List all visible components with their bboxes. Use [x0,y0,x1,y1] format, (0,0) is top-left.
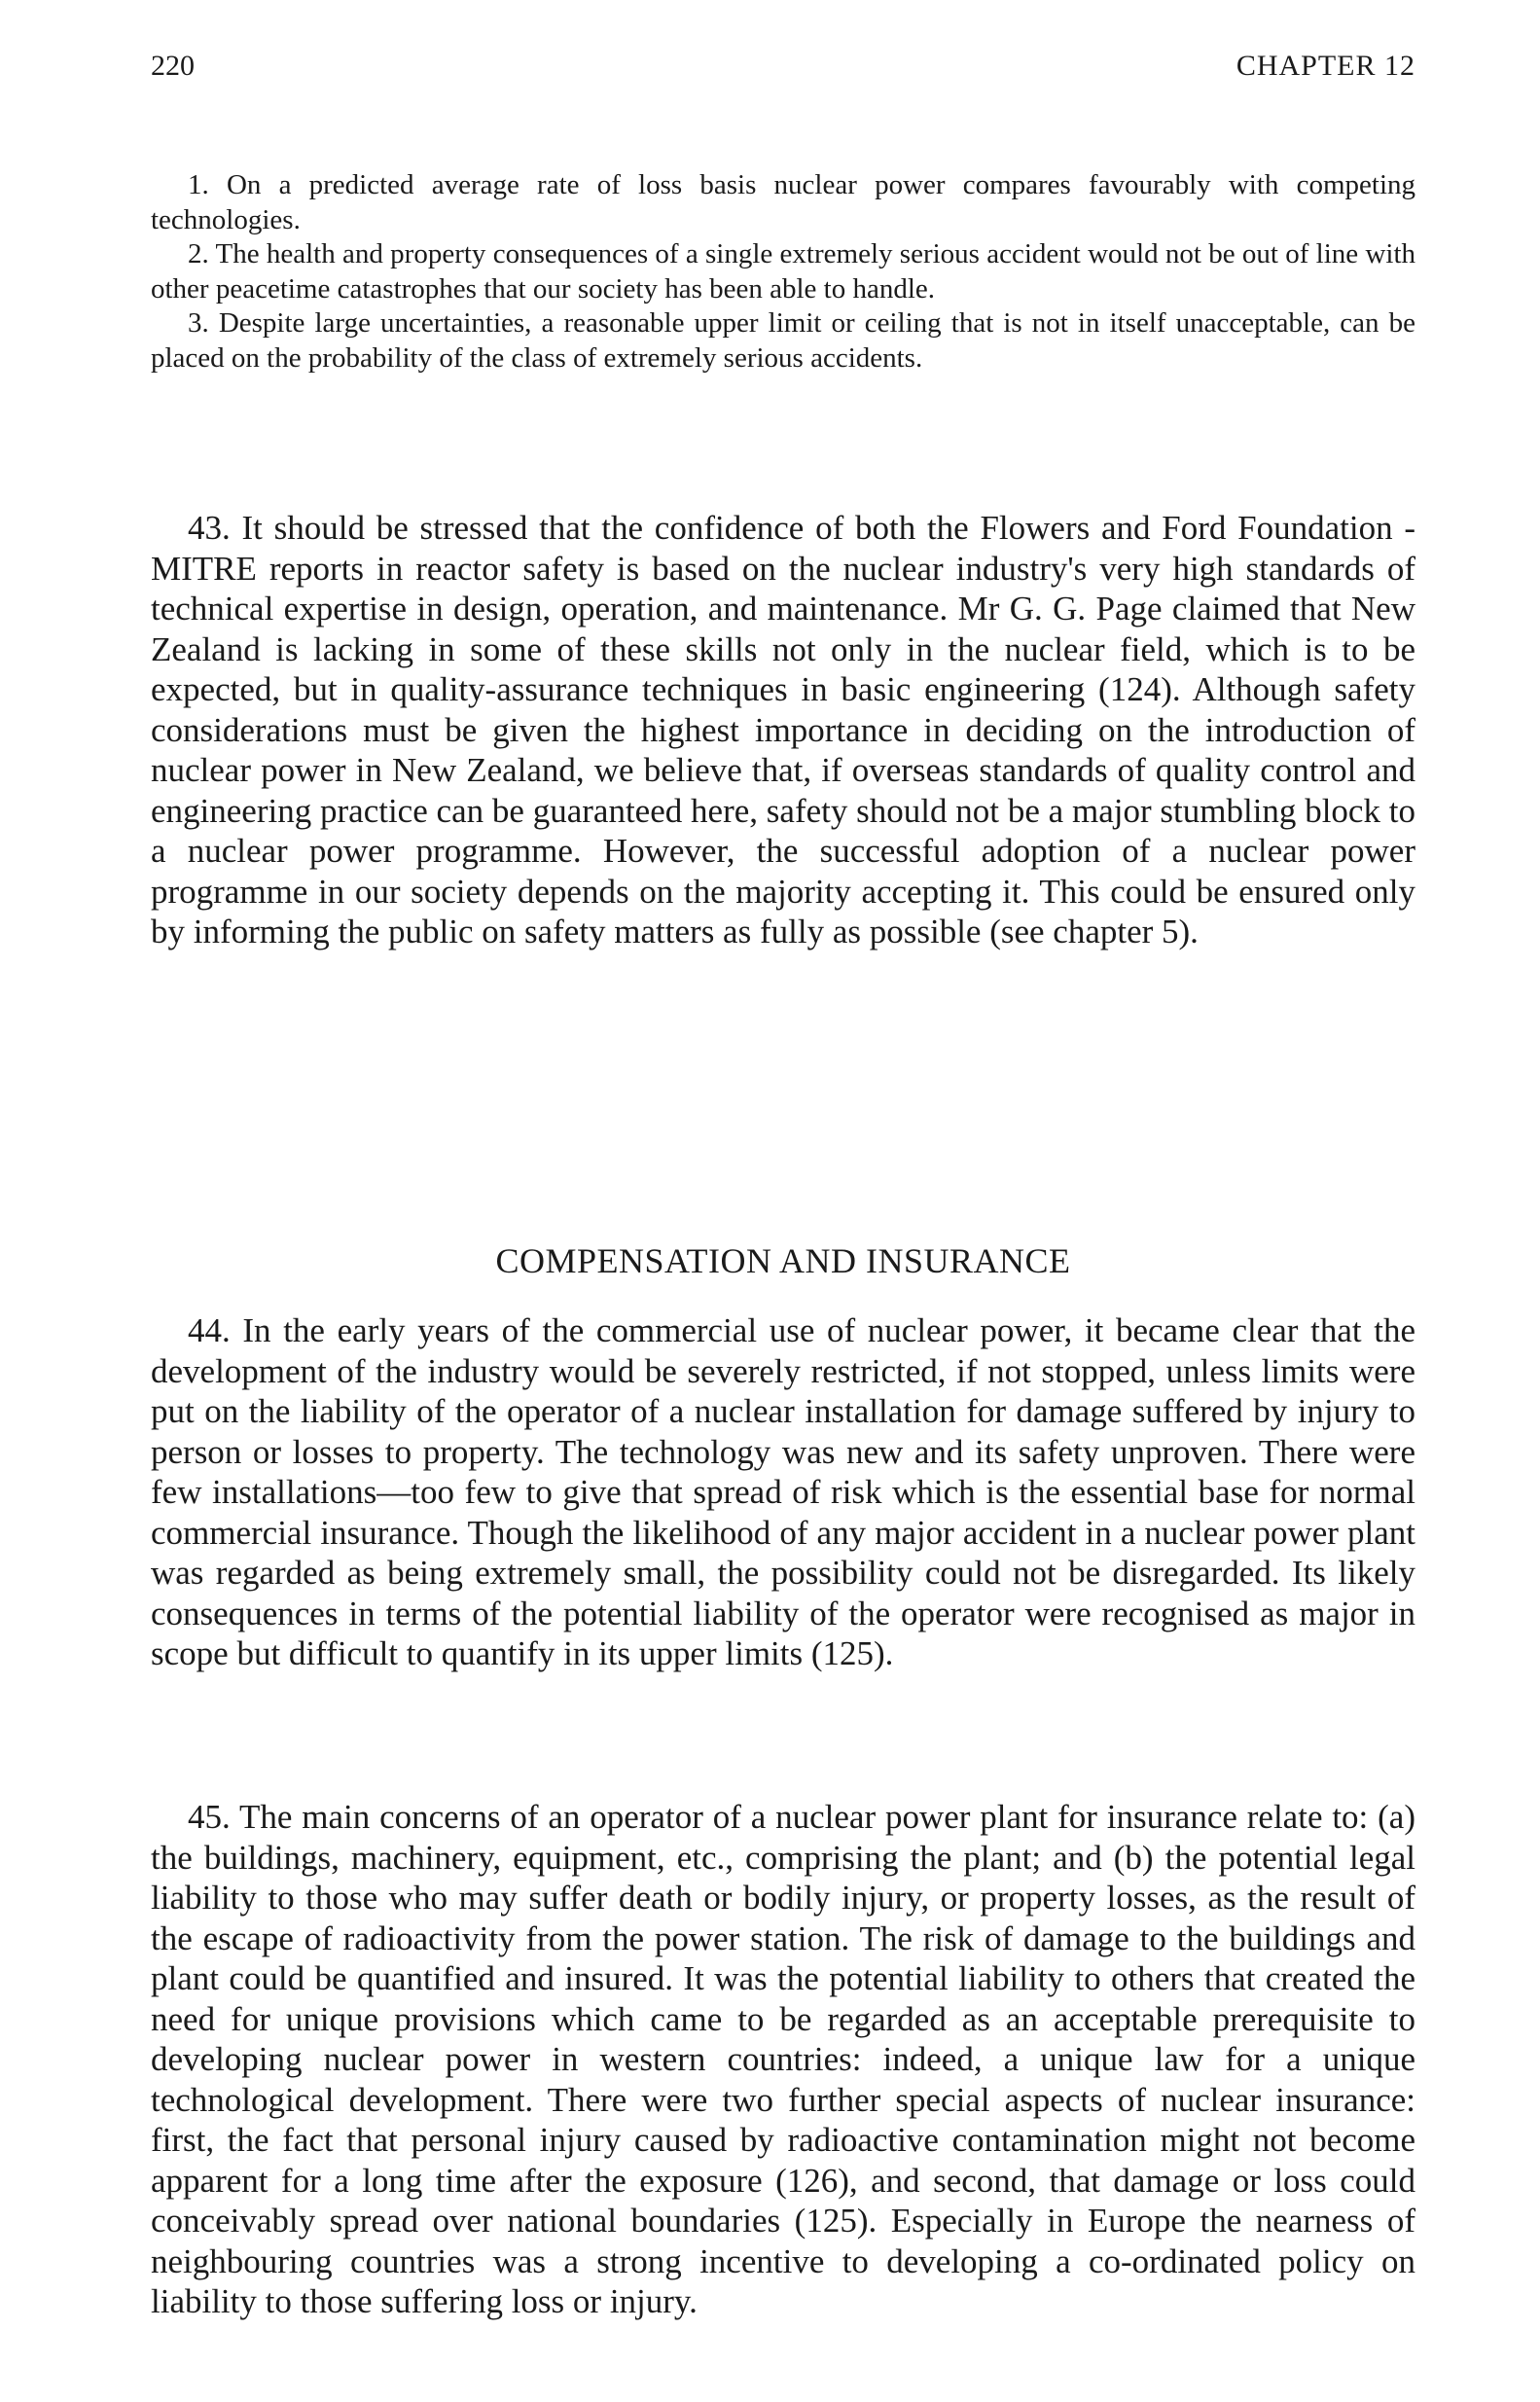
document-page [151,47,1415,2382]
numbered-conclusions [151,168,1415,376]
paragraph-44-block [151,1310,1415,1674]
paragraph-45: 45. The main concerns of an operator of a nuclear power plant for insurance relate to: (a) the buildings, machinery, equipment, etc., comprising the plant; and (b) the potential legal liability to those who may suffer death or bodily injury, or property losses, as the result of the escape of radioactivity from the power station. The risk of damage to the buildings and plant could be quantified and insured. It was the potential liability to others that created the need for unique provisions which came to be regarded as an acceptable prerequisite to developing nuclear power in western countries: indeed, a unique law for a unique technological development. There were two further special aspects of nuclear insurance: first, the fact that personal injury caused by radioactive contamination might not become apparent for a long time after the exposure (126), and second, that damage or loss could conceivably spread over national boundaries (125). Especially in Europe the nearness of neighbouring countries was a strong incentive to developing a co-ordinated policy on liability to those suffering loss or injury. [151,1798,1415,2320]
page-number: 220 [151,50,195,82]
chapter-label: CHAPTER 12 [1236,50,1415,82]
numbered-point-3: 3. Despite large uncertainties, a reasonable upper limit or ceiling that is not in itself unacceptable, can be placed on the probability of the class of extremely serious accidents. [151,307,1415,374]
running-header [151,47,1415,86]
paragraph-43-block [151,508,1415,952]
paragraph-44: 44. In the early years of the commercial use of nuclear power, it became clear that the development of the industry would be severely restricted, if not stopped, unless limits were put on the liability of the operator of a nuclear installation for damage suffered by injury to person or losses to property. The technology was new and its safety unproven. There were few installations—too few to give that spread of risk which is the essential base for normal commercial insurance. Though the likelihood of any major accident in a nuclear power plant was regarded as being extremely small, the possibility could not be disregarded. Its likely consequences in terms of the potential liability of the operator were recognised as major in scope but difficult to quantify in its upper limits (125). [151,1311,1415,1672]
section-heading: COMPENSATION AND INSURANCE [495,1241,1071,1280]
paragraph-45-block [151,1797,1415,2322]
numbered-point-2: 2. The health and property consequences of a single extremely serious accident would not be out of line with other peacetime catastrophes that our society has been able to handle. [151,238,1415,305]
paragraph-43: 43. It should be stressed that the confidence of both the Flowers and Ford Foundation - MITRE reports in reactor safety is based on the nuclear industry's very high standards of technical expertise in design, operation, and maintenance. Mr G. G. Page claimed that New Zealand is lacking in some of these skills not only in the nuclear field, which is to be expected, but in quality-assurance techniques in basic engineering (124). Although safety considerations must be given the highest importance in deciding on the introduction of nuclear power in New Zealand, we believe that, if overseas standards of quality control and engineering practice can be guaranteed here, safety should not be a major stumbling block to a nuclear power programme. However, the successful adoption of a nuclear power programme in our society depends on the majority accepting it. This could be ensured only by informing the public on safety matters as fully as possible (see chapter 5). [151,509,1415,950]
numbered-point-1: 1. On a predicted average rate of loss basis nuclear power compares favourably with competing technologies. [151,169,1415,235]
